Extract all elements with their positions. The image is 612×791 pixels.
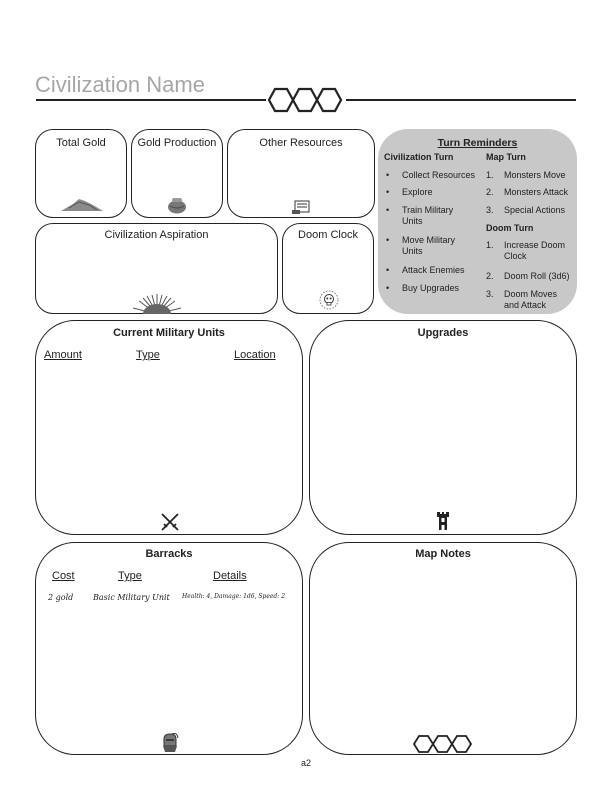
civ-bullet: •: [386, 235, 390, 245]
other-resources-label: Other Resources: [259, 137, 343, 149]
civ-item-2: Explore: [402, 187, 433, 197]
map-notes-title: Map Notes: [415, 548, 471, 560]
map-num: 1.: [486, 170, 494, 180]
map-turn-heading: Map Turn: [486, 152, 526, 162]
map-num: 3.: [486, 205, 494, 215]
civ-turn-heading: Civilization Turn: [384, 152, 454, 162]
map-notes-box[interactable]: [309, 542, 577, 755]
map-item-2: Monsters Attack: [504, 187, 569, 197]
gold-pot-icon: [167, 196, 187, 214]
map-item-1: Monsters Move: [504, 170, 566, 180]
crossed-swords-icon: [160, 513, 180, 531]
barracks-col-details: Details: [213, 570, 247, 582]
military-col-type: Type: [136, 349, 160, 361]
knight-helmet-icon: [160, 733, 180, 753]
military-col-location: Location: [234, 349, 276, 361]
doom-item-2: Doom Roll (3d6): [504, 271, 570, 281]
turn-reminders-panel: [378, 129, 577, 314]
doom-clock-label: Doom Clock: [298, 229, 358, 241]
other-resources-box[interactable]: [227, 129, 375, 218]
military-units-box[interactable]: [35, 320, 303, 535]
barracks-col-type: Type: [118, 570, 142, 582]
total-gold-label: Total Gold: [56, 137, 106, 149]
hexagon-row-icon: [412, 734, 474, 754]
barracks-box[interactable]: [35, 542, 303, 755]
page-number: a2: [300, 758, 311, 768]
upgrades-title: Upgrades: [417, 327, 469, 339]
barracks-row-type: Basic Military Unit: [93, 593, 170, 602]
hexagon-row-icon: [266, 87, 346, 113]
civ-bullet: •: [386, 205, 390, 215]
tower-icon: [436, 511, 450, 531]
civ-bullet: •: [386, 170, 390, 180]
upgrades-box[interactable]: [309, 320, 577, 535]
sun-icon: [129, 292, 185, 314]
civ-item-4: Move Military Units: [402, 235, 456, 256]
doom-item-1: Increase Doom Clock: [504, 240, 566, 261]
military-units-title: Current Military Units: [113, 327, 225, 339]
barracks-col-cost: Cost: [52, 570, 75, 582]
doom-item-3: Doom Moves and Attack: [504, 289, 558, 310]
military-col-amount: Amount: [44, 349, 82, 361]
aspiration-box[interactable]: [35, 223, 278, 314]
civ-item-5: Attack Enemies: [402, 265, 465, 275]
gold-production-label: Gold Production: [137, 137, 217, 149]
map-item-3: Special Actions: [504, 205, 566, 215]
doom-num: 2.: [486, 271, 494, 281]
doom-num: 1.: [486, 240, 494, 250]
doom-clock-box[interactable]: [282, 223, 374, 314]
barracks-title: Barracks: [145, 548, 193, 560]
skull-icon: [319, 290, 339, 310]
doom-turn-heading: Doom Turn: [486, 223, 534, 233]
civ-bullet: •: [386, 187, 390, 197]
barracks-row-details: Health: 4, Damage: 1d6, Speed: 2: [182, 593, 286, 600]
turn-reminders-title: Turn Reminders: [437, 137, 518, 149]
total-gold-box[interactable]: [35, 129, 127, 218]
gold-pile-icon: [59, 196, 105, 212]
aspiration-label: Civilization Aspiration: [104, 229, 209, 241]
page-title: Civilization Name: [35, 72, 205, 97]
civ-item-3: Train Military Units: [402, 205, 454, 226]
civ-item-1: Collect Resources: [402, 170, 476, 180]
civ-item-6: Buy Upgrades: [402, 283, 460, 293]
civ-bullet: •: [386, 283, 390, 293]
barracks-row-cost: 2 gold: [48, 593, 74, 602]
scroll-icon: [291, 199, 313, 215]
doom-num: 3.: [486, 289, 494, 299]
civ-bullet: •: [386, 265, 390, 275]
map-num: 2.: [486, 187, 494, 197]
gold-production-box[interactable]: [131, 129, 223, 218]
